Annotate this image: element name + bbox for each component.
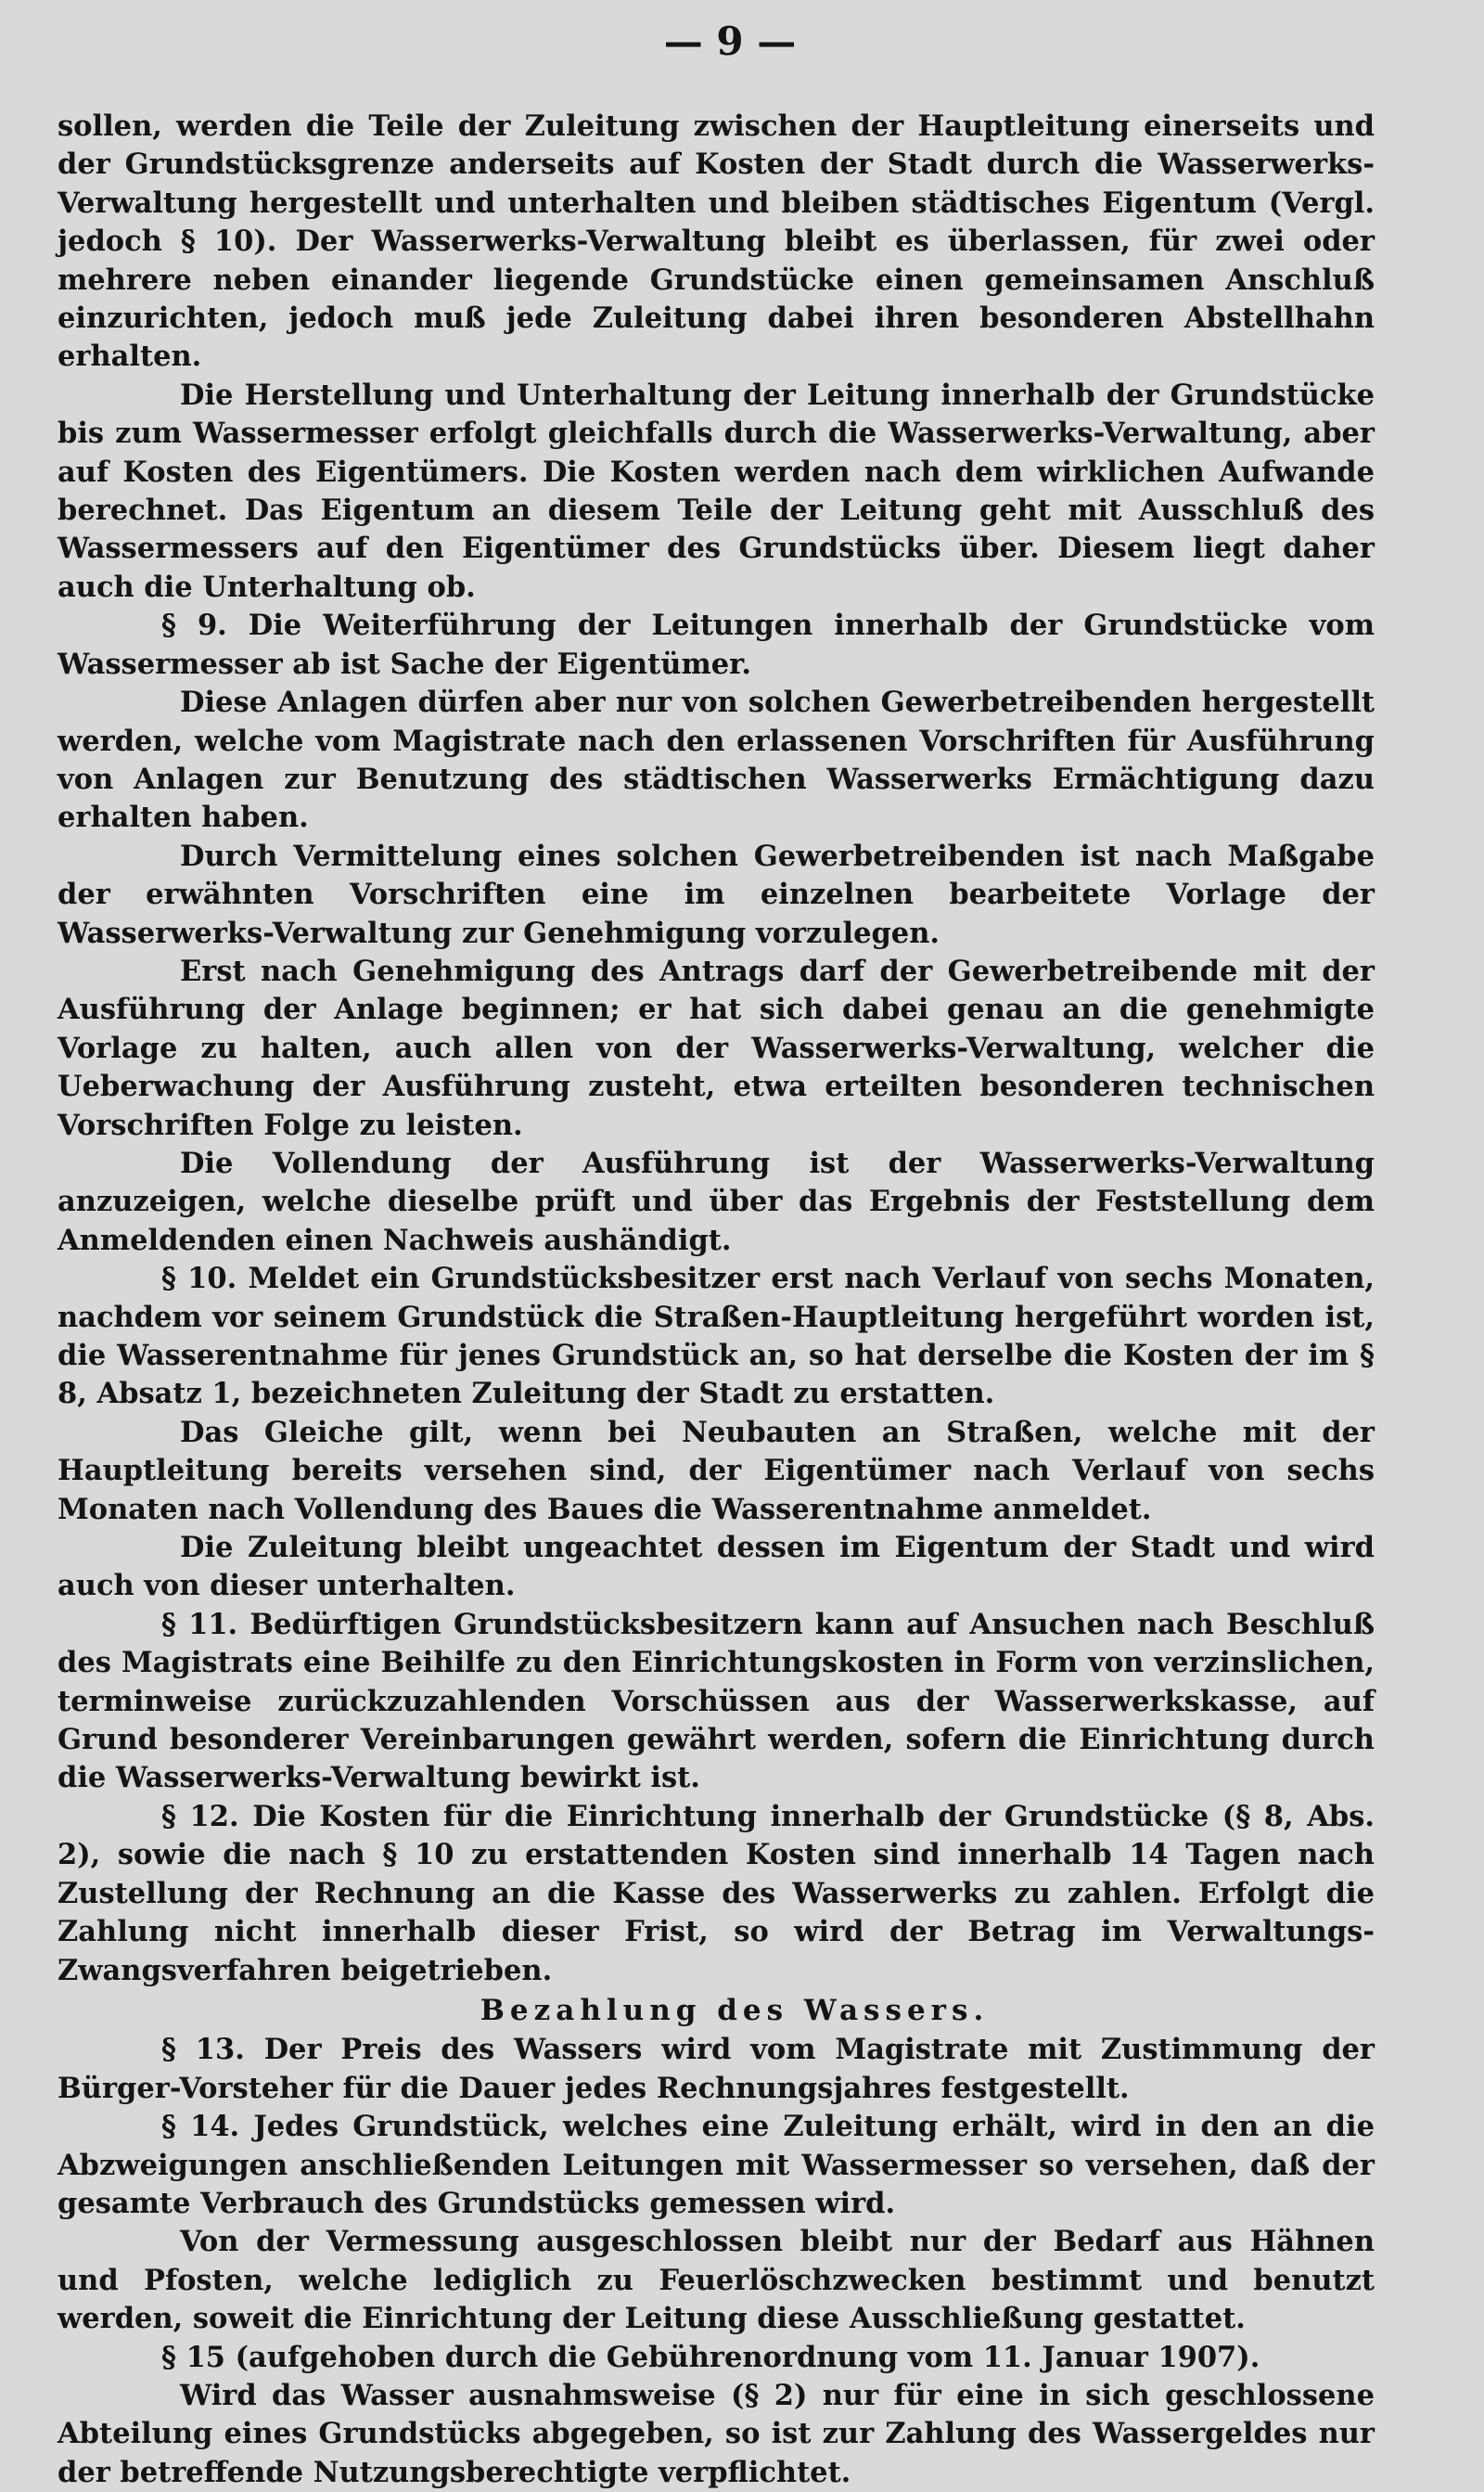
paragraph: Erst nach Genehmigung des Antrags darf der Gewerbetreibende mit der Ausführung der Anlage beginnen; er hat sich dabei genau an die genehmigte Vorlage zu halten, auch allen von der Wasserwerks-Verwaltung, welcher die Ueberwachung der Ausführung zusteht, etwa erteilten besonderen technischen Vorschriften Folge zu leisten. xyxy=(58,954,1375,1142)
paragraph: Durch Vermittelung eines solchen Gewerbetreibenden ist nach Maßgabe der erwähnten Vorschriften eine im einzelnen bearbeitete Vorlage der Wasserwerks-Verwaltung zur Genehmigung vorzulegen. xyxy=(58,839,1375,950)
paragraph-section-13: § 13. Der Preis des Wassers wird vom Magistrate mit Zustimmung der Bürger-Vorsteher für die Dauer jedes Rechnungsjahres festgestellt. xyxy=(58,2033,1375,2105)
paragraph-section-10: § 10. Meldet ein Grundstücksbesitzer erst nach Verlauf von sechs Monaten, nachdem vor seinem Grundstück die Straßen-Hauptleitung hergeführt worden ist, die Wasserentnahme für jenes Grundstück an, so hat derselbe die Kosten der im § 8, Absatz 1, bezeichneten Zuleitung der Stadt zu erstatten. xyxy=(58,1262,1375,1411)
paragraph: Wird das Wasser ausnahmsweise (§ 2) nur für eine in sich geschlossene Abteilung eines Grundstücks abgegeben, so ist zur Zahlung des Wassergeldes nur der betreffende Nutzungsberechtigte verpflichtet. xyxy=(58,2378,1375,2489)
paragraph: Die Vollendung der Ausführung ist der Wasserwerks-Verwaltung anzuzeigen, welche dieselbe prüft und über das Ergebnis der Feststellung dem Anmeldenden einen Nachweis aushändigt. xyxy=(58,1146,1375,1257)
paragraph-section-14: § 14. Jedes Grundstück, welches eine Zuleitung erhält, wird in den an die Abzweigungen anschließenden Leitungen mit Wassermesser so versehen, daß der gesamte Verbrauch des Grundstücks gemessen wird. xyxy=(58,2110,1375,2220)
paragraph: Die Herstellung und Unterhaltung der Leitung innerhalb der Grundstücke bis zum Wassermesser erfolgt gleichfalls durch die Wasserwerks-Verwaltung, aber auf Kosten des Eigentümers. Die Kosten werden nach dem wirklichen Aufwande berechnet. Das Eigentum an diesem Teile der Leitung geht mit Ausschluß des Wassermessers auf den Eigentümer des Grundstücks über. Diesem liegt daher auch die Unterhaltung ob. xyxy=(58,378,1375,604)
page-number: — 9 — xyxy=(663,19,797,64)
paragraph: Von der Vermessung ausgeschlossen bleibt nur der Bedarf aus Hähnen und Pfosten, welche lediglich zu Feuerlöschzwecken bestimmt und benutzt werden, soweit die Einrichtung der Leitung diese Ausschließung gestattet. xyxy=(58,2225,1375,2336)
paragraph-section-15: § 15 (aufgehoben durch die Gebührenordnung vom 11. Januar 1907). xyxy=(161,2340,1260,2374)
paragraph-section-12: § 12. Die Kosten für die Einrichtung innerhalb der Grundstücke (§ 8, Abs. 2), sowie die nach § 10 zu erstattenden Kosten sind innerhalb 14 Tagen nach Zustellung der Rechnung an die Kasse des Wasserwerks zu zahlen. Erfolgt die Zahlung nicht innerhalb dieser Frist, so wird der Betrag im Verwaltungs-Zwangsverfahren beigetrieben. xyxy=(58,1799,1375,1987)
paragraph: Diese Anlagen dürfen aber nur von solchen Gewerbetreibenden hergestellt werden, welche vom Magistrate nach den erlassenen Vorschriften für Ausführung von Anlagen zur Benutzung des städtischen Wasserwerks Ermächtigung dazu erhalten haben. xyxy=(58,686,1375,835)
paragraph: Das Gleiche gilt, wenn bei Neubauten an Straßen, welche mit der Hauptleitung bereits versehen sind, der Eigentümer nach Verlauf von sechs Monaten nach Vollendung des Baues die Wasserentnahme anmeldet. xyxy=(58,1415,1375,1526)
paragraph: Die Zuleitung bleibt ungeachtet dessen im Eigentum der Stadt und wird auch von dieser unterhalten. xyxy=(58,1531,1375,1603)
paragraph-section-9: § 9. Die Weiterführung der Leitungen innerhalb der Grundstücke vom Wassermesser ab ist Sache der Eigentümer. xyxy=(58,609,1375,681)
paragraph-continuation: sollen, werden die Teile der Zuleitung zwischen der Hauptleitung einerseits und der Grundstücksgrenze anderseits auf Kosten der Stadt durch die Wasserwerks-Verwaltung hergestellt und unterhalten und bleiben städtisches Eigentum (Vergl. jedoch § 10). Der Wasserwerks-Verwaltung bleibt es überlassen, für zwei oder mehrere neben einander liegende Grundstücke einen gemeinsamen Anschluß einzurichten, jedoch muß jede Zuleitung dabei ihren besonderen Abstellhahn erhalten. xyxy=(58,109,1375,374)
section-heading: Bezahlung des Wassers. xyxy=(480,1993,990,2027)
paragraph-section-11: § 11. Bedürftigen Grundstücksbesitzern kann auf Ansuchen nach Beschluß des Magistrats eine Beihilfe zu den Einrichtungskosten in Form von verzinslichen, terminweise zurückzuzahlenden Vorschüssen aus der Wasserwerkskasse, auf Grund besonderer Vereinbarungen gewährt werden, sofern die Einrichtung durch die Wasserwerks-Verwaltung bewirkt ist. xyxy=(58,1607,1375,1795)
